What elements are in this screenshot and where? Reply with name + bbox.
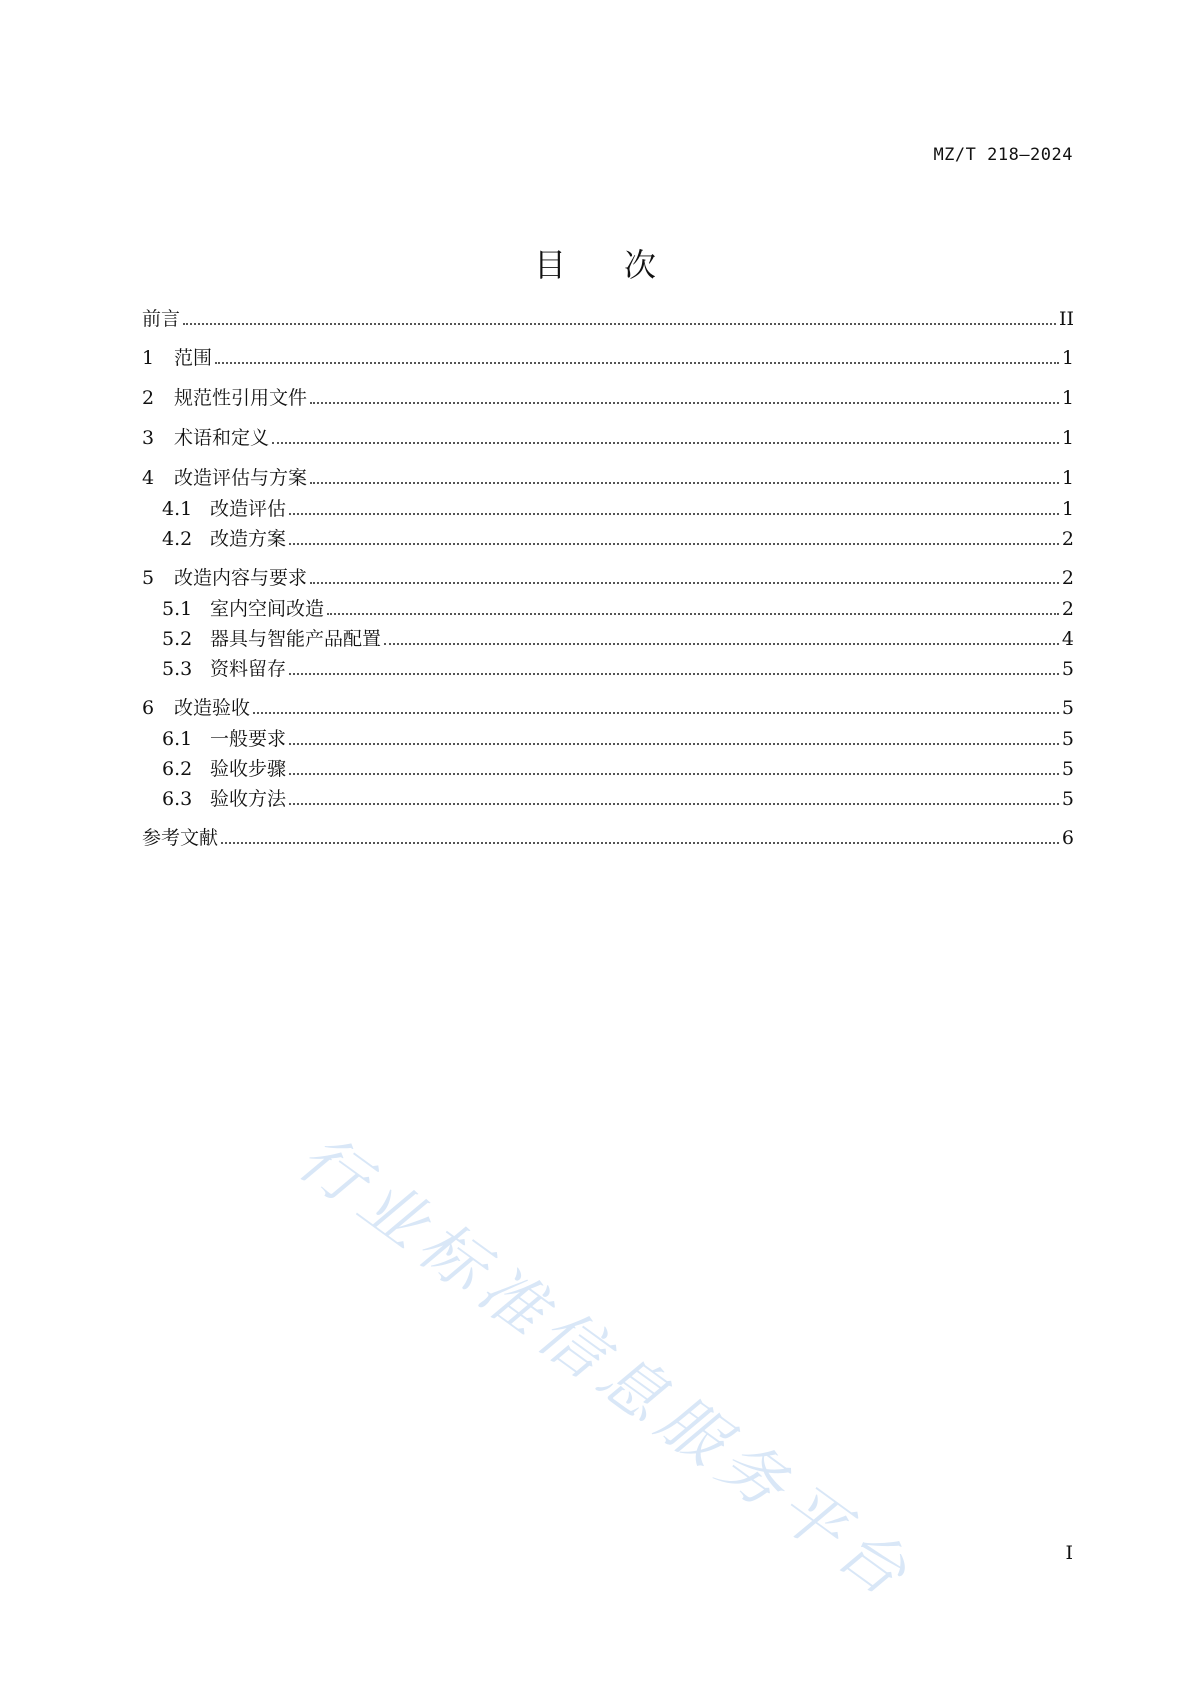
toc-page: 5 xyxy=(1061,697,1074,719)
toc-leader xyxy=(289,803,1059,805)
toc-leader xyxy=(272,442,1059,444)
toc-leader xyxy=(289,543,1059,545)
toc-label: 改造内容与要求 xyxy=(174,567,308,589)
toc-entry[interactable] xyxy=(142,565,1074,591)
toc-page: 5 xyxy=(1061,758,1074,780)
toc-page: 1 xyxy=(1061,467,1074,489)
toc-leader xyxy=(327,613,1059,615)
toc-entry[interactable] xyxy=(142,306,1074,332)
toc-number: 3 xyxy=(142,427,155,449)
toc-label: 范围 xyxy=(174,347,213,369)
toc-label: 验收步骤 xyxy=(210,758,287,780)
toc-number: 6 xyxy=(142,697,155,719)
toc-leader xyxy=(289,743,1059,745)
watermark: 行业标准信息服务平台 xyxy=(284,1120,927,1616)
toc-page: 1 xyxy=(1061,387,1074,409)
toc-subentry[interactable] xyxy=(162,726,1074,752)
title-char-1: 目 xyxy=(533,246,566,284)
toc-label: 改造评估与方案 xyxy=(174,467,308,489)
toc-number: 6.2 xyxy=(162,758,193,780)
toc-label: 资料留存 xyxy=(210,658,287,680)
toc-subentry[interactable] xyxy=(162,526,1074,552)
toc-entry[interactable] xyxy=(142,425,1074,451)
page-title xyxy=(0,240,1190,286)
toc-label: 改造评估 xyxy=(210,498,287,520)
toc-leader xyxy=(310,482,1059,484)
title-char-2: 次 xyxy=(624,246,657,284)
toc-leader xyxy=(289,513,1059,515)
toc-label: 前言 xyxy=(142,308,181,330)
toc-page: 1 xyxy=(1061,498,1074,520)
toc-leader xyxy=(384,643,1059,645)
toc-label: 验收方法 xyxy=(210,788,287,810)
toc-subentry[interactable] xyxy=(162,626,1074,652)
toc-label: 改造验收 xyxy=(174,697,251,719)
toc-leader xyxy=(221,842,1059,844)
toc-number: 5.1 xyxy=(162,598,193,620)
toc-page: 5 xyxy=(1061,788,1074,810)
toc-label: 规范性引用文件 xyxy=(174,387,308,409)
toc-page: 1 xyxy=(1061,427,1074,449)
toc-entry[interactable] xyxy=(142,465,1074,491)
toc-page: 2 xyxy=(1061,528,1074,550)
toc-page: 1 xyxy=(1061,347,1074,369)
toc-entry[interactable] xyxy=(142,825,1074,851)
toc-label: 术语和定义 xyxy=(174,427,270,449)
page-number: I xyxy=(1065,1542,1073,1564)
toc-entry[interactable] xyxy=(142,695,1074,721)
toc-leader xyxy=(310,402,1059,404)
toc-subentry[interactable] xyxy=(162,496,1074,522)
toc-page: II xyxy=(1058,308,1074,330)
toc-subentry[interactable] xyxy=(162,756,1074,782)
toc-subentry[interactable] xyxy=(162,786,1074,812)
toc-page: 2 xyxy=(1061,598,1074,620)
toc-entry[interactable] xyxy=(142,345,1074,371)
toc-label: 一般要求 xyxy=(210,728,287,750)
toc-number: 5.2 xyxy=(162,628,193,650)
toc-label: 改造方案 xyxy=(210,528,287,550)
toc-leader xyxy=(183,323,1056,325)
toc-leader xyxy=(289,773,1059,775)
toc-page: 6 xyxy=(1061,827,1074,849)
toc-leader xyxy=(215,362,1059,364)
toc-number: 4 xyxy=(142,467,155,489)
toc-page: 5 xyxy=(1061,658,1074,680)
toc-number: 4.1 xyxy=(162,498,193,520)
toc-label: 器具与智能产品配置 xyxy=(210,628,382,650)
toc-leader xyxy=(289,673,1059,675)
toc-leader xyxy=(310,582,1059,584)
toc-number: 2 xyxy=(142,387,155,409)
toc-label: 室内空间改造 xyxy=(210,598,325,620)
document-code: MZ/T 218—2024 xyxy=(933,145,1073,165)
toc-subentry[interactable] xyxy=(162,656,1074,682)
toc-subentry[interactable] xyxy=(162,596,1074,622)
toc-page: 2 xyxy=(1061,567,1074,589)
toc-entry[interactable] xyxy=(142,385,1074,411)
toc-number: 4.2 xyxy=(162,528,193,550)
toc-number: 1 xyxy=(142,347,155,369)
toc-number: 5 xyxy=(142,567,155,589)
toc-number: 5.3 xyxy=(162,658,193,680)
toc-number: 6.3 xyxy=(162,788,193,810)
toc-leader xyxy=(253,712,1059,714)
toc-number: 6.1 xyxy=(162,728,193,750)
toc-page: 4 xyxy=(1061,628,1074,650)
toc-label: 参考文献 xyxy=(142,827,219,849)
toc-page: 5 xyxy=(1061,728,1074,750)
